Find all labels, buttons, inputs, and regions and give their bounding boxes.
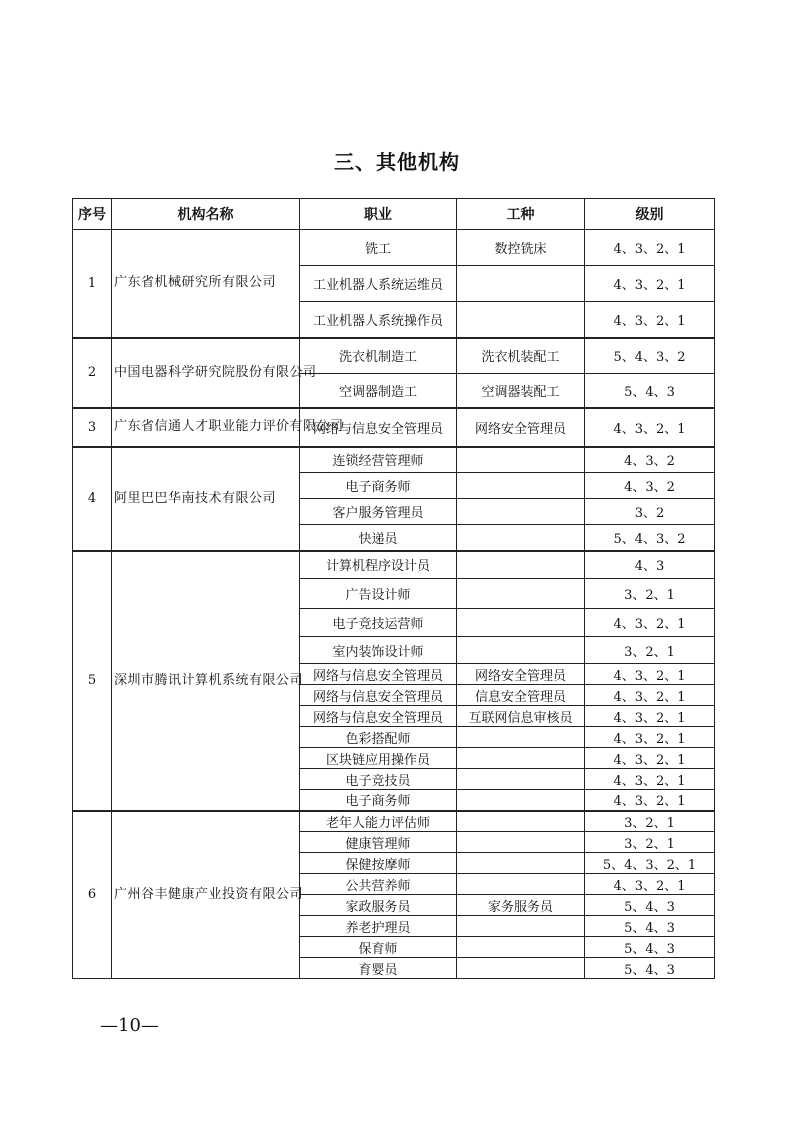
table-row (73, 811, 715, 832)
header-occupation: 职业 (300, 199, 457, 230)
level-cell: 4、3、2、1 (585, 266, 715, 302)
job-type-cell (457, 958, 585, 979)
header-job-type: 工种 (457, 199, 585, 230)
level-cell: 3、2 (585, 499, 715, 525)
level-cell: 5、4、3 (585, 916, 715, 937)
level-cell: 3、2、1 (585, 637, 715, 664)
occupation-cell: 养老护理员 (300, 916, 457, 937)
table-row (73, 408, 715, 447)
level-cell: 4、3、2、1 (585, 408, 715, 447)
table-row (73, 447, 715, 473)
org-number: 6 (73, 811, 112, 979)
job-type-cell (457, 551, 585, 579)
level-cell: 4、3、2、1 (585, 685, 715, 706)
job-type-cell (457, 637, 585, 664)
occupation-cell: 连锁经营管理师 (300, 447, 457, 473)
institution-table (72, 198, 715, 979)
level-cell: 3、2、1 (585, 811, 715, 832)
occupation-cell: 区块链应用操作员 (300, 748, 457, 769)
job-type-cell: 互联网信息审核员 (457, 706, 585, 727)
level-cell: 5、4、3 (585, 895, 715, 916)
occupation-cell: 洗衣机制造工 (300, 338, 457, 374)
occupation-cell: 铣工 (300, 230, 457, 266)
table-row (73, 551, 715, 579)
level-cell: 4、3、2、1 (585, 748, 715, 769)
occupation-cell: 健康管理师 (300, 832, 457, 853)
job-type-cell (457, 302, 585, 338)
job-type-cell (457, 525, 585, 551)
level-cell: 5、4、3 (585, 958, 715, 979)
header-level: 级别 (585, 199, 715, 230)
level-cell: 5、4、3 (585, 374, 715, 408)
job-type-cell (457, 874, 585, 895)
level-cell: 4、3、2、1 (585, 664, 715, 685)
org-number: 1 (73, 230, 112, 338)
level-cell: 3、2、1 (585, 579, 715, 609)
header-seq: 序号 (73, 199, 112, 230)
occupation-cell: 计算机程序设计员 (300, 551, 457, 579)
level-cell: 5、4、3、2 (585, 338, 715, 374)
occupation-cell: 网络与信息安全管理员 (300, 685, 457, 706)
job-type-cell (457, 790, 585, 811)
occupation-cell: 保健按摩师 (300, 853, 457, 874)
occupation-cell: 电子竞技员 (300, 769, 457, 790)
org-name: 广东省信通人才职业能力评价有限公司 (112, 408, 300, 447)
level-cell: 4、3、2、1 (585, 874, 715, 895)
org-name: 阿里巴巴华南技术有限公司 (112, 447, 300, 551)
job-type-cell: 家务服务员 (457, 895, 585, 916)
level-cell: 4、3、2、1 (585, 609, 715, 637)
org-name: 广州谷丰健康产业投资有限公司 (112, 811, 300, 979)
job-type-cell (457, 811, 585, 832)
level-cell: 5、4、3、2 (585, 525, 715, 551)
occupation-cell: 育婴员 (300, 958, 457, 979)
level-cell: 4、3、2、1 (585, 727, 715, 748)
occupation-cell: 客户服务管理员 (300, 499, 457, 525)
level-cell: 3、2、1 (585, 832, 715, 853)
job-type-cell: 数控铣床 (457, 230, 585, 266)
job-type-cell: 信息安全管理员 (457, 685, 585, 706)
level-cell: 4、3、2、1 (585, 230, 715, 266)
occupation-cell: 公共营养师 (300, 874, 457, 895)
level-cell: 4、3、2 (585, 447, 715, 473)
org-name: 深圳市腾讯计算机系统有限公司 (112, 551, 300, 811)
table-header-row (73, 199, 715, 230)
occupation-cell: 色彩搭配师 (300, 727, 457, 748)
level-cell: 4、3、2、1 (585, 302, 715, 338)
org-name: 中国电器科学研究院股份有限公司 (112, 338, 300, 408)
occupation-cell: 工业机器人系统运维员 (300, 266, 457, 302)
job-type-cell (457, 916, 585, 937)
job-type-cell (457, 447, 585, 473)
occupation-cell: 网络与信息安全管理员 (300, 706, 457, 727)
job-type-cell (457, 853, 585, 874)
level-cell: 4、3、2、1 (585, 706, 715, 727)
header-org-name: 机构名称 (112, 199, 300, 230)
occupation-cell: 空调器制造工 (300, 374, 457, 408)
job-type-cell: 空调器装配工 (457, 374, 585, 408)
org-number: 4 (73, 447, 112, 551)
level-cell: 4、3、2 (585, 473, 715, 499)
job-type-cell (457, 937, 585, 958)
table-row (73, 230, 715, 266)
job-type-cell (457, 473, 585, 499)
occupation-cell: 电子竞技运营师 (300, 609, 457, 637)
occupation-cell: 电子商务师 (300, 790, 457, 811)
table-body (73, 230, 715, 979)
job-type-cell: 网络安全管理员 (457, 408, 585, 447)
occupation-cell: 室内装饰设计师 (300, 637, 457, 664)
occupation-cell: 家政服务员 (300, 895, 457, 916)
job-type-cell (457, 748, 585, 769)
occupation-cell: 网络与信息安全管理员 (300, 664, 457, 685)
job-type-cell (457, 266, 585, 302)
job-type-cell (457, 769, 585, 790)
occupation-cell: 快递员 (300, 525, 457, 551)
page-number: —10— (100, 1015, 159, 1036)
job-type-cell (457, 832, 585, 853)
job-type-cell: 洗衣机装配工 (457, 338, 585, 374)
org-name: 广东省机械研究所有限公司 (112, 230, 300, 338)
occupation-cell: 广告设计师 (300, 579, 457, 609)
org-number: 2 (73, 338, 112, 408)
level-cell: 4、3 (585, 551, 715, 579)
level-cell: 4、3、2、1 (585, 790, 715, 811)
occupation-cell: 老年人能力评估师 (300, 811, 457, 832)
level-cell: 4、3、2、1 (585, 769, 715, 790)
occupation-cell: 网络与信息安全管理员 (300, 408, 457, 447)
table-row (73, 338, 715, 374)
page-title: 三、其他机构 (334, 150, 460, 174)
level-cell: 5、4、3 (585, 937, 715, 958)
occupation-cell: 工业机器人系统操作员 (300, 302, 457, 338)
job-type-cell (457, 609, 585, 637)
org-number: 5 (73, 551, 112, 811)
level-cell: 5、4、3、2、1 (585, 853, 715, 874)
job-type-cell (457, 727, 585, 748)
org-number: 3 (73, 408, 112, 447)
job-type-cell: 网络安全管理员 (457, 664, 585, 685)
occupation-cell: 电子商务师 (300, 473, 457, 499)
job-type-cell (457, 579, 585, 609)
job-type-cell (457, 499, 585, 525)
occupation-cell: 保育师 (300, 937, 457, 958)
